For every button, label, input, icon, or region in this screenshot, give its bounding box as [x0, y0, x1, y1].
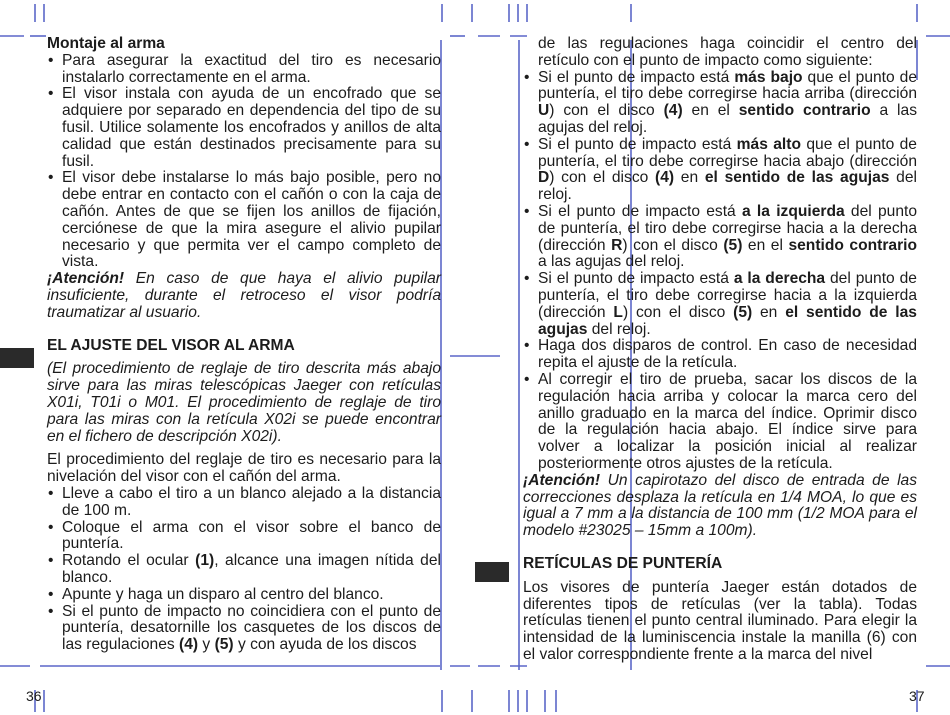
list-item: • Si el punto de impacto está más bajo que el punto de puntería, el tiro debe corregirse hacia arriba (dirección U) con el disco (4) en el sentido contrario a las agujas del reloj.: [523, 70, 917, 137]
procedure-intro: El procedimiento del reglaje de tiro es necesario para la nivelación del visor con el cañón del arma.: [47, 451, 441, 486]
procedure-note: (El procedimiento de reglaje de tiro descrita más abajo sirve para las miras telescópicas Jaeger con retículas X01i, T01i o M01. El procedimiento de reglaje de tiro para las miras con la retícula X02i se puede encontrar en el fichero de descripción X02i).: [47, 360, 441, 445]
mounting-list: [47, 53, 441, 271]
list-item: • Para asegurar la exactitud del tiro es necesario instalarlo correctamente en el arma.: [47, 53, 441, 87]
page-number-right: 37: [909, 688, 925, 704]
section-title-adjustment: EL AJUSTE DEL VISOR AL ARMA: [47, 336, 295, 354]
attention-label: ¡Atención!: [47, 270, 125, 288]
section-tab-left: [0, 348, 34, 368]
list-item: • Al corregir el tiro de prueba, sacar los discos de la regulación hacia arriba y colocar la marca cero del anillo graduado en la marca del índice. Oprimir disco de la regulación hacia abajo. El índice sirve para volver a localizar la posición inicial al realizar posteriormente otros ajustes de la retícula.: [523, 372, 917, 473]
list-item: • Lleve a cabo el tiro a un blanco alejado a la distancia de 100 m.: [47, 486, 441, 520]
correction-list: [523, 70, 917, 473]
list-item: • Apunte y haga un disparo al centro del blanco.: [47, 587, 441, 604]
list-item: • Si el punto de impacto está a la izquierda del punto de puntería, el tiro debe corregirse hacia a la derecha (dirección R) con el disco (5) en el sentido contrario a las agujas del reloj.: [523, 204, 917, 271]
list-item: • Si el punto de impacto está a la derecha del punto de puntería, el tiro debe corregirse hacia a la izquierda (dirección L) con el disco (5) en el sentido de las agujas del reloj.: [523, 271, 917, 338]
list-item: • Si el punto de impacto está más alto que el punto de puntería, el tiro debe corregirse hacia abajo (dirección D) con el disco (4) en el sentido de las agujas del reloj.: [523, 137, 917, 204]
reticles-text: Los visores de puntería Jaeger están dotados de diferentes tipos de retículas (ver la tabla). Todas retículas tienen el punto central iluminado. Para elegir la intensidad de la luminiscencia instale la manilla (6) con el valor correspondiente frente a la marca del nivel: [523, 578, 917, 663]
list-item: • Rotando el ocular (1), alcance una imagen nítida del blanco.: [47, 553, 441, 587]
section-title-reticles: RETÍCULAS DE PUNTERÍA: [523, 554, 723, 572]
right-page: [523, 36, 917, 664]
list-item: • Si el punto de impacto no coincidiera con el punto de puntería, desatornille los casquetes de los discos de las regulaciones (4) y (5) y con ayuda de los discos: [47, 604, 441, 654]
section-title-mounting: Montaje al arma: [47, 35, 165, 52]
list-item: • El visor debe instalarse lo más bajo posible, pero no debe entrar en contacto con el cañón o con la caja de cañón. Antes de que se fijen los anillos de fijación, cerciónese de que la mira asegure el alivio pupilar necesario y que permita ver el campo completo de vista.: [47, 170, 441, 271]
continued-text: de las regulaciones haga coincidir el centro del retículo con el punto de impacto como siguiente:: [538, 35, 917, 69]
section-tab-right: [475, 562, 509, 582]
left-page: [47, 36, 441, 654]
procedure-list: [47, 486, 441, 654]
attention-note-right: ¡Atención! Un capirotazo del disco de entrada de las correcciones desplaza la retícula en 1/4 MOA, lo que es igual a 7 mm a la distancia de 100 mm (1/2 MOA para el modelo #23025 – 15mm a 100m).: [523, 471, 917, 540]
list-item: • Coloque el arma con el visor sobre el banco de puntería.: [47, 520, 441, 554]
attention-note-left: ¡Atención! En caso de que haya el alivio pupilar insuficiente, durante el retroceso el visor podría traumatizar al usuario.: [47, 270, 441, 321]
list-item: • Haga dos disparos de control. En caso de necesidad repita el ajuste de la retícula.: [523, 338, 917, 372]
attention-label: ¡Atención!: [523, 471, 601, 489]
list-item: • El visor instala con ayuda de un encofrado que se adquiere por separado en dependencia del tipo de su fusil. Utilice solamente los encofrados y anillos de alta calidad que están destinados precisamente para su fusil.: [47, 86, 441, 170]
page-number-left: 36: [26, 688, 42, 704]
